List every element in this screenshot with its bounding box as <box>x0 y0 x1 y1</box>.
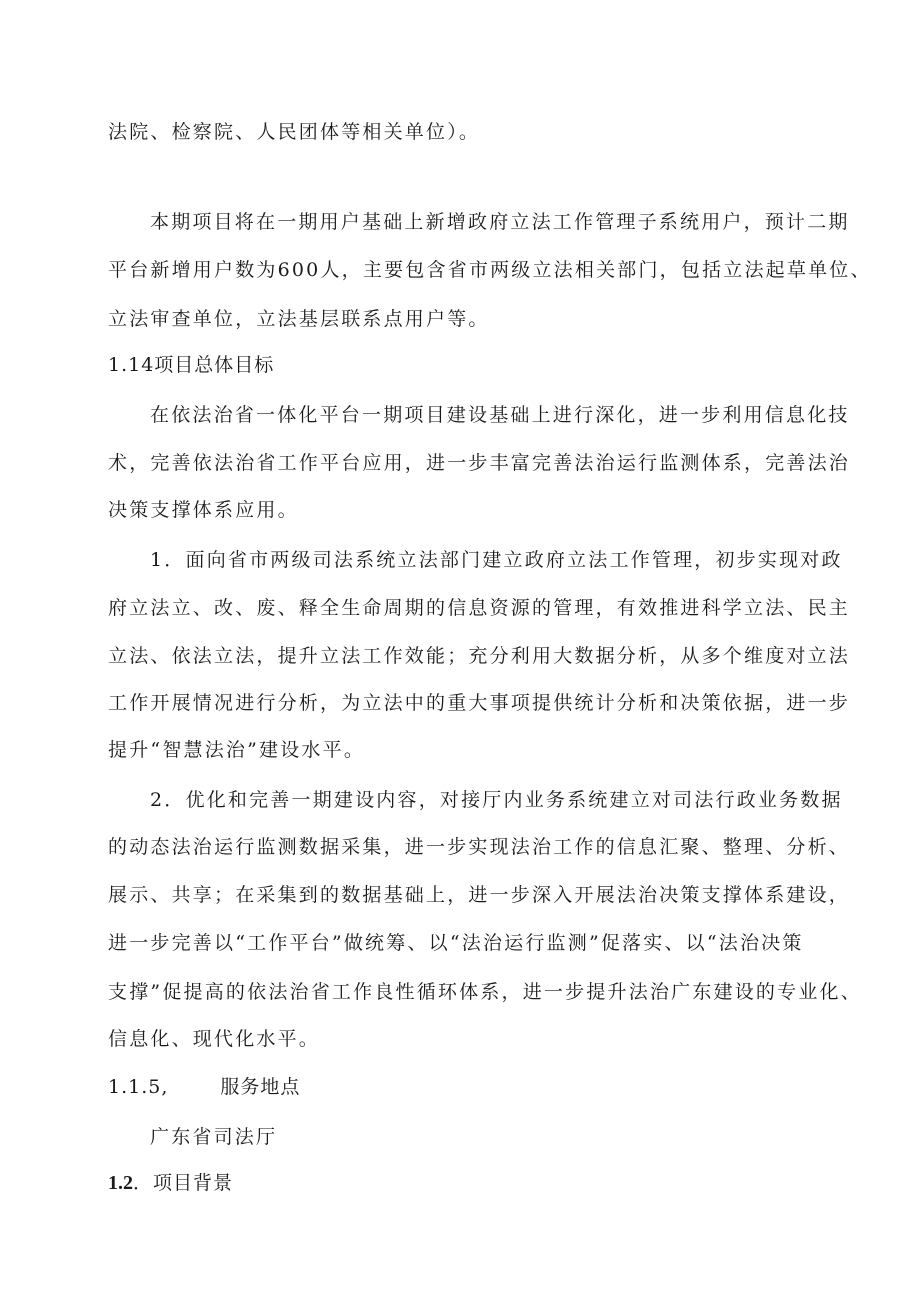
text-line: 2．优化和完善一期建设内容，对接厅内业务系统建立对司法行政业务数据 <box>150 789 843 811</box>
section-heading <box>108 1171 233 1195</box>
section-number: 1.1.5, <box>108 1076 169 1098</box>
section-number: 1.2 <box>108 1172 133 1194</box>
text-line: 决策支撑体系应用。 <box>108 499 299 521</box>
section-heading: 1.14项目总体目标 <box>108 354 275 376</box>
text-line: 平台新增用户数为600人，主要包含省市两级立法相关部门，包括立法起草单位、 <box>108 259 872 281</box>
text-line: 1．面向省市两级司法系统立法部门建立政府立法工作管理，初步实现对政 <box>150 549 843 571</box>
text-line: 在依法治省一体化平台一期项目建设基础上进行深化，进一步利用信息化技 <box>150 404 850 426</box>
text-line: 展示、共享；在采集到的数据基础上，进一步深入开展法治决策支撑体系建设， <box>108 884 851 906</box>
text-line: 信息化、现代化水平。 <box>108 1028 321 1050</box>
text-line: 工作开展情况进行分析，为立法中的重大事项提供统计分析和决策依据，进一步 <box>108 692 851 714</box>
text-line: 本期项目将在一期用户基础上新增政府立法工作管理子系统用户，预计二期 <box>150 211 850 233</box>
text-line: 府立法立、改、废、释全生命周期的信息资源的管理，有效推进科学立法、民主 <box>108 597 851 619</box>
section-title: ．项目背景 <box>133 1172 234 1194</box>
text-line: 进一步完善以“工作平台”做统筹、以“法治运行监测”促落实、以“法治决策 <box>108 932 804 954</box>
text-line: 提升“智慧法治”建设水平。 <box>108 739 366 761</box>
text-line: 的动态法治运行监测数据采集，进一步实现法治工作的信息汇聚、整理、分析、 <box>108 836 851 858</box>
text-line: 术，完善依法治省工作平台应用，进一步丰富完善法治运行监测体系，完善法治 <box>108 452 851 474</box>
text-line: 立法、依法立法，提升立法工作效能；充分利用大数据分析，从多个维度对立法 <box>108 645 851 667</box>
section-title: 服务地点 <box>220 1076 301 1098</box>
text-line: 支撑”促提高的依法治省工作良性循环体系，进一步提升法治广东建设的专业化、 <box>108 981 862 1003</box>
text-line: 广东省司法厅 <box>150 1126 278 1148</box>
section-heading <box>108 1075 300 1099</box>
text-line: 法院、检察院、人民团体等相关单位）。 <box>108 121 481 143</box>
text-line: 立法审查单位，立法基层联系点用户等。 <box>108 308 490 330</box>
